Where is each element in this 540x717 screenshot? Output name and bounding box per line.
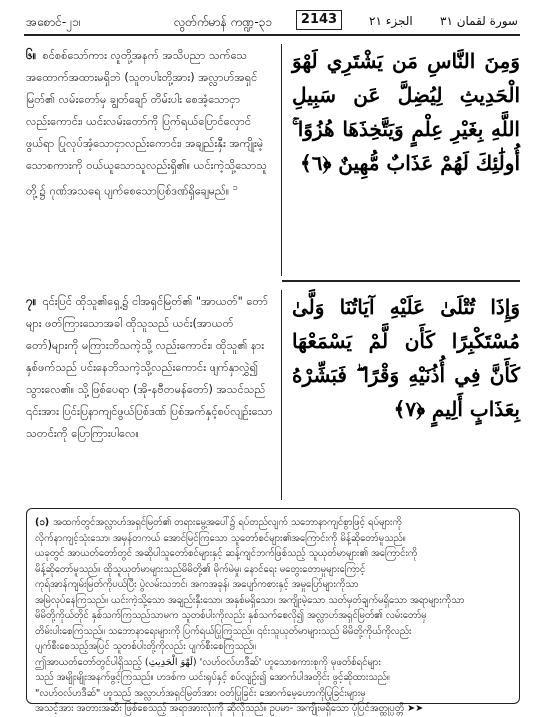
footnote-line: "လဟ်ဝလ်ဟဒီဆ်" ဟူသည် အလ္လာဟ်အရှင်မြတ်အား ဝတ်ပြုခြင်း အောက်မေ့ဟောကိုပြုခြင်းများမှ bbox=[35, 687, 366, 699]
continue-arrow-icon: ➤➤ bbox=[407, 703, 424, 714]
verse-translation-text: ၎င်းပြင် ထိုသူ၏ရှေ့၌ ငါအရှင်မြတ်၏ "အာယတ်" တော်များ ဖတ်ကြားသောအခါ ထိုသူသည် ယင်း(အာယတ်တော်)များကို မကြားဘိသကဲ့သို့ လည်းကောင်း၊ ထိုသူ၏ နားနှစ်ဖက်သည် ပင်းနေဘိသကဲ့သို့လည်းကောင်း ဖျက်နှာလွှဲ၍ သွားလေ၏။ သို့ဖြစ်ပေရာ (အို-နဗီတမန်တော်) အသင်သည် ၎င်းအား ပြင်းပြနာကျင်ဖွယ်ပြစ်ဒဏ် ပြစ်အက်နှင့်စပ်လျဉ်းသော သတင်းကို ပြောကြားပါလေ။ bbox=[26, 295, 273, 440]
verse-translation bbox=[26, 290, 281, 500]
verse-number: ၇။ bbox=[26, 294, 37, 308]
page-number: 2143 bbox=[296, 10, 342, 30]
verse-block-7 bbox=[26, 290, 520, 500]
verse-number: ၆။ bbox=[26, 48, 37, 62]
footnote-line: အမြဲလုပ်နေကြသည်။ ယင်းကဲ့သို့သော အချည်းနှီးသော၊ အနှစ်မရှိသော၊ အကျိုးမဲ့သော သတ်မှတ်ချက်မရှိသော အရာများကိုသာ bbox=[35, 594, 465, 606]
footnote-line: မိန့်ဆိုတော်မူသည်။ ထိုသူယုတ်မာများသည်မိမိတို့၏ မိုက်မဲမှု၊ နောင်ရေး မတွေးတောမှုများကြောင့် bbox=[35, 563, 366, 575]
footnote-mark: (၁) bbox=[35, 517, 50, 528]
footnote-line: ဤအာယတ်တော်တွင်ပါရှိသည့် (لَهْوَ الْحَدِيثِ) 'လဟ်ဝလ်ဟဒီဆ်' ဟူသောစကားစုကို မုဖတ်စ်ရင်များ bbox=[35, 656, 381, 668]
header-section: လွတ်က်မာန် ကဏ္ဍ-၃၁ bbox=[174, 15, 273, 29]
footnote-box bbox=[26, 508, 520, 714]
verse-translation-text: စင်စစ်သော်ကား လူတို့အနက် အသိပညာ သက်သေအထောက်အထားမရှိဘဲ (သူတပါးတို့အား) အလ္လာဟ်အရှင်မြတ်၏ လမ်းတော်မှ ချွတ်ချော် တိမ်းပါး စေအံ့သောငှာလည်းကောင်း၊ ယင်းလမ်းတော်ကို ပြက်ရယ်ပြောင်လှောင်ဖွယ်ရာ ပြုလုပ်အံ့သောငှာလည်းကောင်း၊ အချည်းနှီး အကျိုးမဲ့သောစကားကို ဝယ်ယူသောသူလည်းရှိ၏။ ယင်းကဲ့သို့သောသူတို့၌ ဂုဏ်အသရေ ပျက်စေသောပြစ်ဒဏ်ရှိချေမည်။ bbox=[26, 49, 268, 198]
footnote-line: တိမ်းပါးစေကြသည်။ သဘောနာရေးများကို ပြက်ရယ်ပြုကြသည်။ ၎င်းသူယုတ်မာများသည် မိမိတို့ကိုယ်ကိုလည်း bbox=[35, 625, 412, 637]
verse-arabic-text: وَإِذَا تُتْلَىٰ عَلَيْهِ آيَاتُنَا وَلَّىٰ مُسْتَكْبِرًا كَأَن لَّمْ يَسْمَعْهَا كَأَنَّ فِي أُذُنَيْهِ وَقْرًا ۖ فَبَشِّرْهُ بِعَذَابٍ أَلِيمٍ ﴿٧﴾ bbox=[281, 290, 520, 500]
verse-translation bbox=[26, 44, 281, 276]
verse-block-6 bbox=[26, 44, 520, 276]
header-juz: الجزء ٢١ bbox=[369, 14, 413, 28]
page-header bbox=[24, 8, 520, 36]
footnote-line: အသင့်အား အတားအဆီး ဖြစ်စေသည့် အရာအားလုံးကို ဆိုလိုသည်။ ဥပမာ- အကျိုးမရှိသော ပုံပြင်အတ္ထုပ္ပတ္တိ ➤➤ bbox=[35, 703, 424, 714]
footnote-line: (၁) အထက်တွင်အလ္လာဟ်အရှင်မြတ်၏ တရားမွေ့အပေါ်၌ ရပ်တည်လျက် သဘောနာကျင်စွာဖြင့် ရပ်များကို bbox=[35, 517, 402, 528]
verse-arabic-text: وَمِنَ النَّاسِ مَن يَشْتَرِي لَهْوَ الْحَدِيثِ لِيُضِلَّ عَن سَبِيلِ اللَّهِ بِغَيْرِ عِلْمٍ وَيَتَّخِذَهَا هُزُوًا ۚ أُولَٰئِكَ لَهُمْ عَذَابٌ مُّهِينٌ ﴿٦﴾ bbox=[281, 44, 520, 276]
footnote-line: ယခုတွင် အာယတ်တော်တွင် အဆိုပါသူတော်စင်များနှင့် ဆန့်ကျင်ဘက်ဖြစ်သည့် သူယုတ်မာများ၏ အကြောင်းကို bbox=[35, 548, 418, 559]
footnote-line: မိမိတို့ကိုယ်တိုင် နှစ်သက်ကြသည်သာမက သူတစ်ပါးကိုလည်း နှစ်သက်စေလို၍ အလ္လာဟ်အရှင်မြတ်၏ လမ်းတော်မှ bbox=[35, 610, 427, 621]
verse-divider bbox=[282, 280, 520, 282]
footnote-line: လိုက်နာကျင့်သုံးသော၊ အမှန်တကယ် အောင်မြင်ကြသော သူတော်စင်များ၏အကြောင်းကို မိန့်ဆိုတော်မူသည်။ bbox=[35, 532, 406, 544]
footnote-line: ပျက်စီးစေသည့်အပြင် သူတစ်ပါးတို့ကိုလည်း ပျက်စီးစေကြသည်။ bbox=[35, 641, 256, 652]
footnote-line: ကုရ်အာန်ကျမ်းမြတ်ကိုပယ်ပြီး ပွဲလမ်းသဘင်၊ အကအခုန်၊ အပျော်ကစားနှင့် အမှုပြော်များကိုသာ bbox=[35, 579, 359, 590]
header-surah: سورة لقمان ٣١ bbox=[440, 14, 518, 28]
header-volume: အစောင်-၂၁၊ bbox=[26, 15, 81, 29]
footnote-line: သည် အမျိုးမျိုးအနက်ဖွင့်ကြသည်။ ဟဒစ်က ယင်းရုပ်နှင့် စပ်လျဉ်း၍ အောက်ပါအတိုင်း ဖွင့်ဆိုထားသည်။ bbox=[35, 672, 390, 683]
footnote-reference: ၁ bbox=[232, 182, 239, 193]
